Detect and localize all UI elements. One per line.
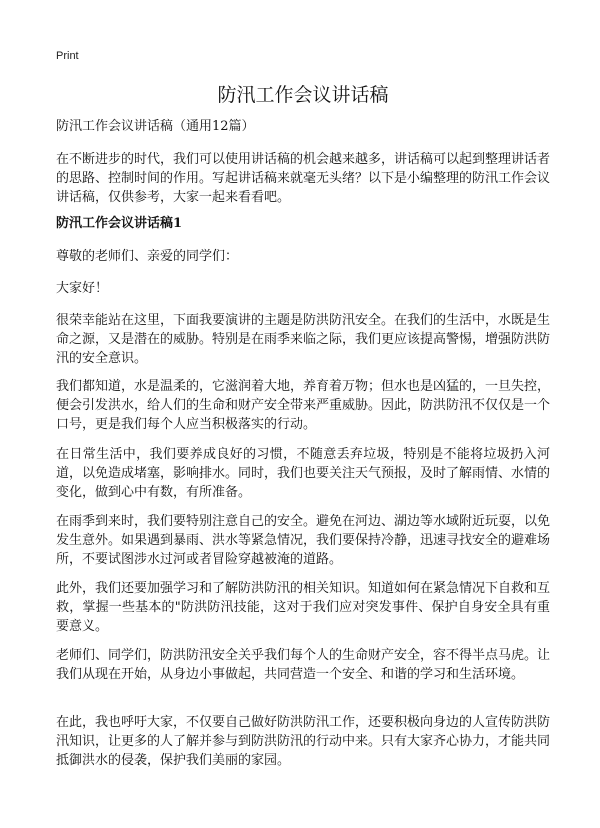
body-paragraph-4: 在雨季到来时，我们要特别注意自己的安全。避免在河边、湖边等水域附近玩耍，以免发生意外。如果遇到暴雨、洪水等紧急情况，我们要保持冷静，迅速寻找安全的避难场所，不要试图涉水过河或者冒险穿越被淹的道路。	[56, 514, 551, 567]
page-title: 防汛工作会议讲话稿	[217, 84, 389, 106]
print-link[interactable]: Print	[56, 50, 79, 62]
body-paragraph-7: 在此，我也呼吁大家，不仅要自己做好防洪防汛工作，还要积极向身边的人宣传防洪防汛知识，让更多的人了解并参与到防洪防汛的行动中来。只有大家齐心协力，才能共同抵御洪水的侵袭，保护我们美丽的家园。	[56, 715, 551, 768]
greeting-text: 尊敬的老师们、亲爱的同学们：	[56, 249, 239, 264]
body-paragraph-3: 在日常生活中，我们要养成良好的习惯，不随意丢弃垃圾，特别是不能将垃圾扔入河道，以免造成堵塞，影响排水。同时，我们也要关注天气预报，及时了解雨情、水情的变化，做到心中有数，有所准备。	[56, 447, 551, 500]
body-paragraph-1: 很荣幸能站在这里，下面我要演讲的主题是防洪防汛安全。在我们的生活中，水既是生命之源，又是潜在的威胁。特别是在雨季来临之际，我们更应该提高警惕，增强防洪防汛的安全意识。	[56, 313, 551, 366]
body-paragraph-6: 老师们、同学们，防洪防汛安全关乎我们每个人的生命财产安全，容不得半点马虎。让我们从现在开始，从身边小事做起，共同营造一个安全、和谐的学习和生活环境。	[56, 648, 551, 682]
hello-text: 大家好！	[56, 281, 109, 296]
intro-paragraph: 在不断进步的时代，我们可以使用讲话稿的机会越来越多，讲话稿可以起到整理讲话者的思路、控制时间的作用。写起讲话稿来就毫无头绪？以下是小编整理的防汛工作会议讲话稿，仅供参考，大家一起来看看吧。	[56, 152, 551, 205]
body-paragraph-5: 此外，我们还要加强学习和了解防洪防汛的相关知识。知道如何在紧急情况下自救和互救，掌握一些基本的"防洪防汛技能，这对于我们应对突发事件、保护自身安全具有重要意义。	[56, 581, 551, 634]
document-subtitle: 防汛工作会议讲话稿（通用12篇）	[56, 119, 255, 134]
body-paragraph-2: 我们都知道，水是温柔的，它滋润着大地，养育着万物；但水也是凶猛的，一旦失控，便会引发洪水，给人们的生命和财产安全带来严重威胁。因此，防洪防汛不仅仅是一个口号，更是我们每个人应当积极落实的行动。	[56, 379, 551, 432]
section-heading: 防汛工作会议讲话稿1	[56, 216, 183, 231]
